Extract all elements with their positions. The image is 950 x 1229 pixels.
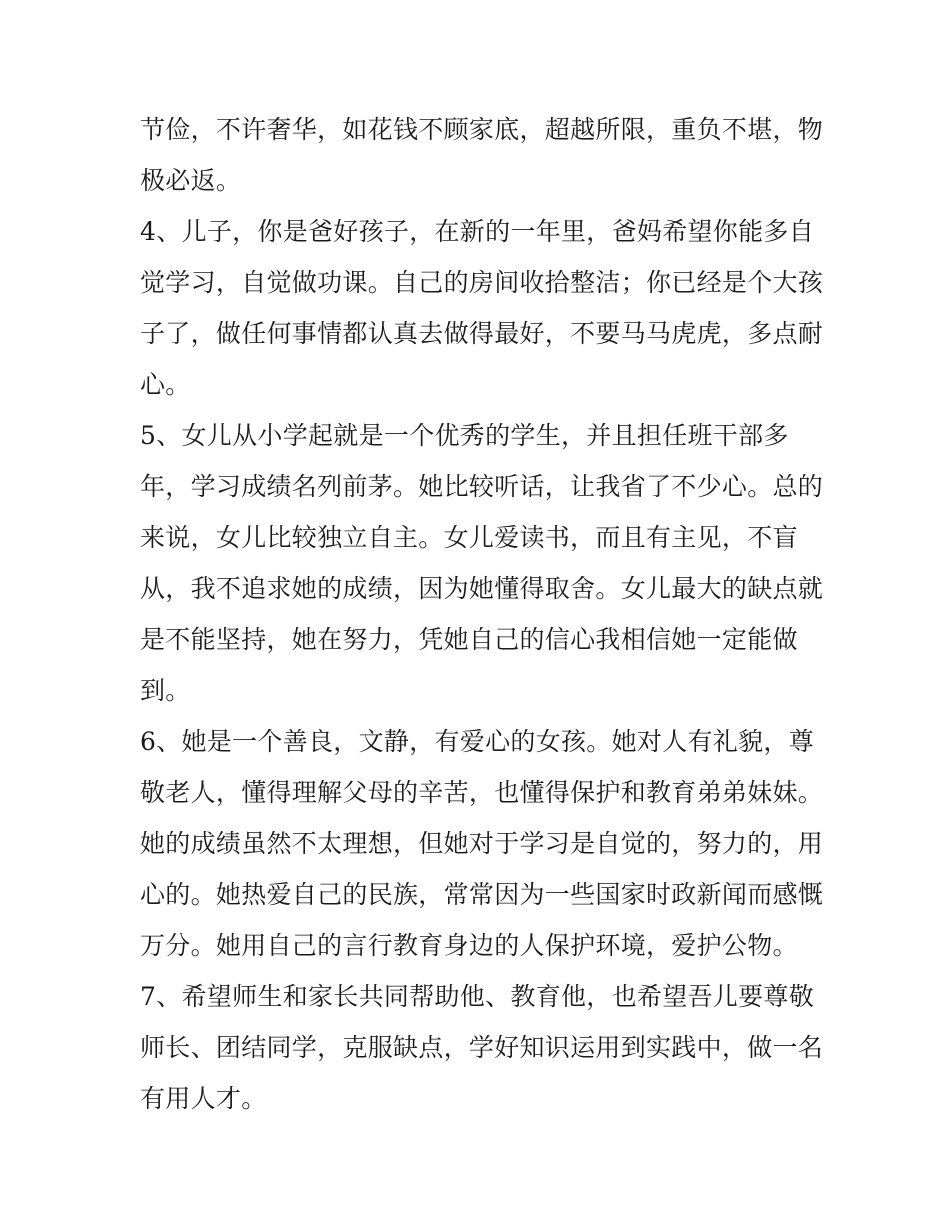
text-line: 觉学习，自觉做功课。自己的房间收拾整洁；你已经是个大孩 <box>140 268 824 297</box>
text-line: 4、儿子，你是爸好孩子，在新的一年里，爸妈希望你能多自 <box>140 217 815 246</box>
text-line: 6、她是一个善良，文静，有爱心的女孩。她对人有礼貌，尊 <box>140 727 815 756</box>
text-line: 敬老人，懂得理解父母的辛苦，也懂得保护和教育弟弟妹妹。 <box>140 778 824 807</box>
text-line: 来说，女儿比较独立自主。女儿爱读书，而且有主见，不盲 <box>140 523 798 552</box>
text-line: 7、希望师生和家长共同帮助他、教育他，也希望吾儿要尊敬 <box>140 982 815 1011</box>
text-line: 从，我不追求她的成绩，因为她懂得取舍。女儿最大的缺点就 <box>140 574 824 603</box>
text-line: 节俭，不许奢华，如花钱不顾家底，超越所限，重负不堪，物 <box>140 115 824 144</box>
text-line: 到。 <box>140 676 191 705</box>
text-line: 是不能坚持，她在努力，凭她自己的信心我相信她一定能做 <box>140 625 798 654</box>
text-line: 万分。她用自己的言行教育身边的人保护环境，爱护公物。 <box>140 931 798 960</box>
text-line: 子了，做任何事情都认真去做得最好，不要马马虎虎，多点耐 <box>140 319 824 348</box>
text-line: 心的。她热爱自己的民族，常常因为一些国家时政新闻而感慨 <box>140 880 824 909</box>
text-line: 极必返。 <box>140 166 242 195</box>
text-line: 心。 <box>140 370 191 399</box>
text-line: 她的成绩虽然不太理想，但她对于学习是自觉的，努力的，用 <box>140 829 824 858</box>
text-line: 5、女儿从小学起就是一个优秀的学生，并且担任班干部多 <box>140 421 789 450</box>
text-line: 师长、团结同学，克服缺点，学好知识运用到实践中，做一名 <box>140 1033 824 1062</box>
text-line: 有用人才。 <box>140 1084 267 1113</box>
text-line: 年，学习成绩名列前茅。她比较听话，让我省了不少心。总的 <box>140 472 824 501</box>
